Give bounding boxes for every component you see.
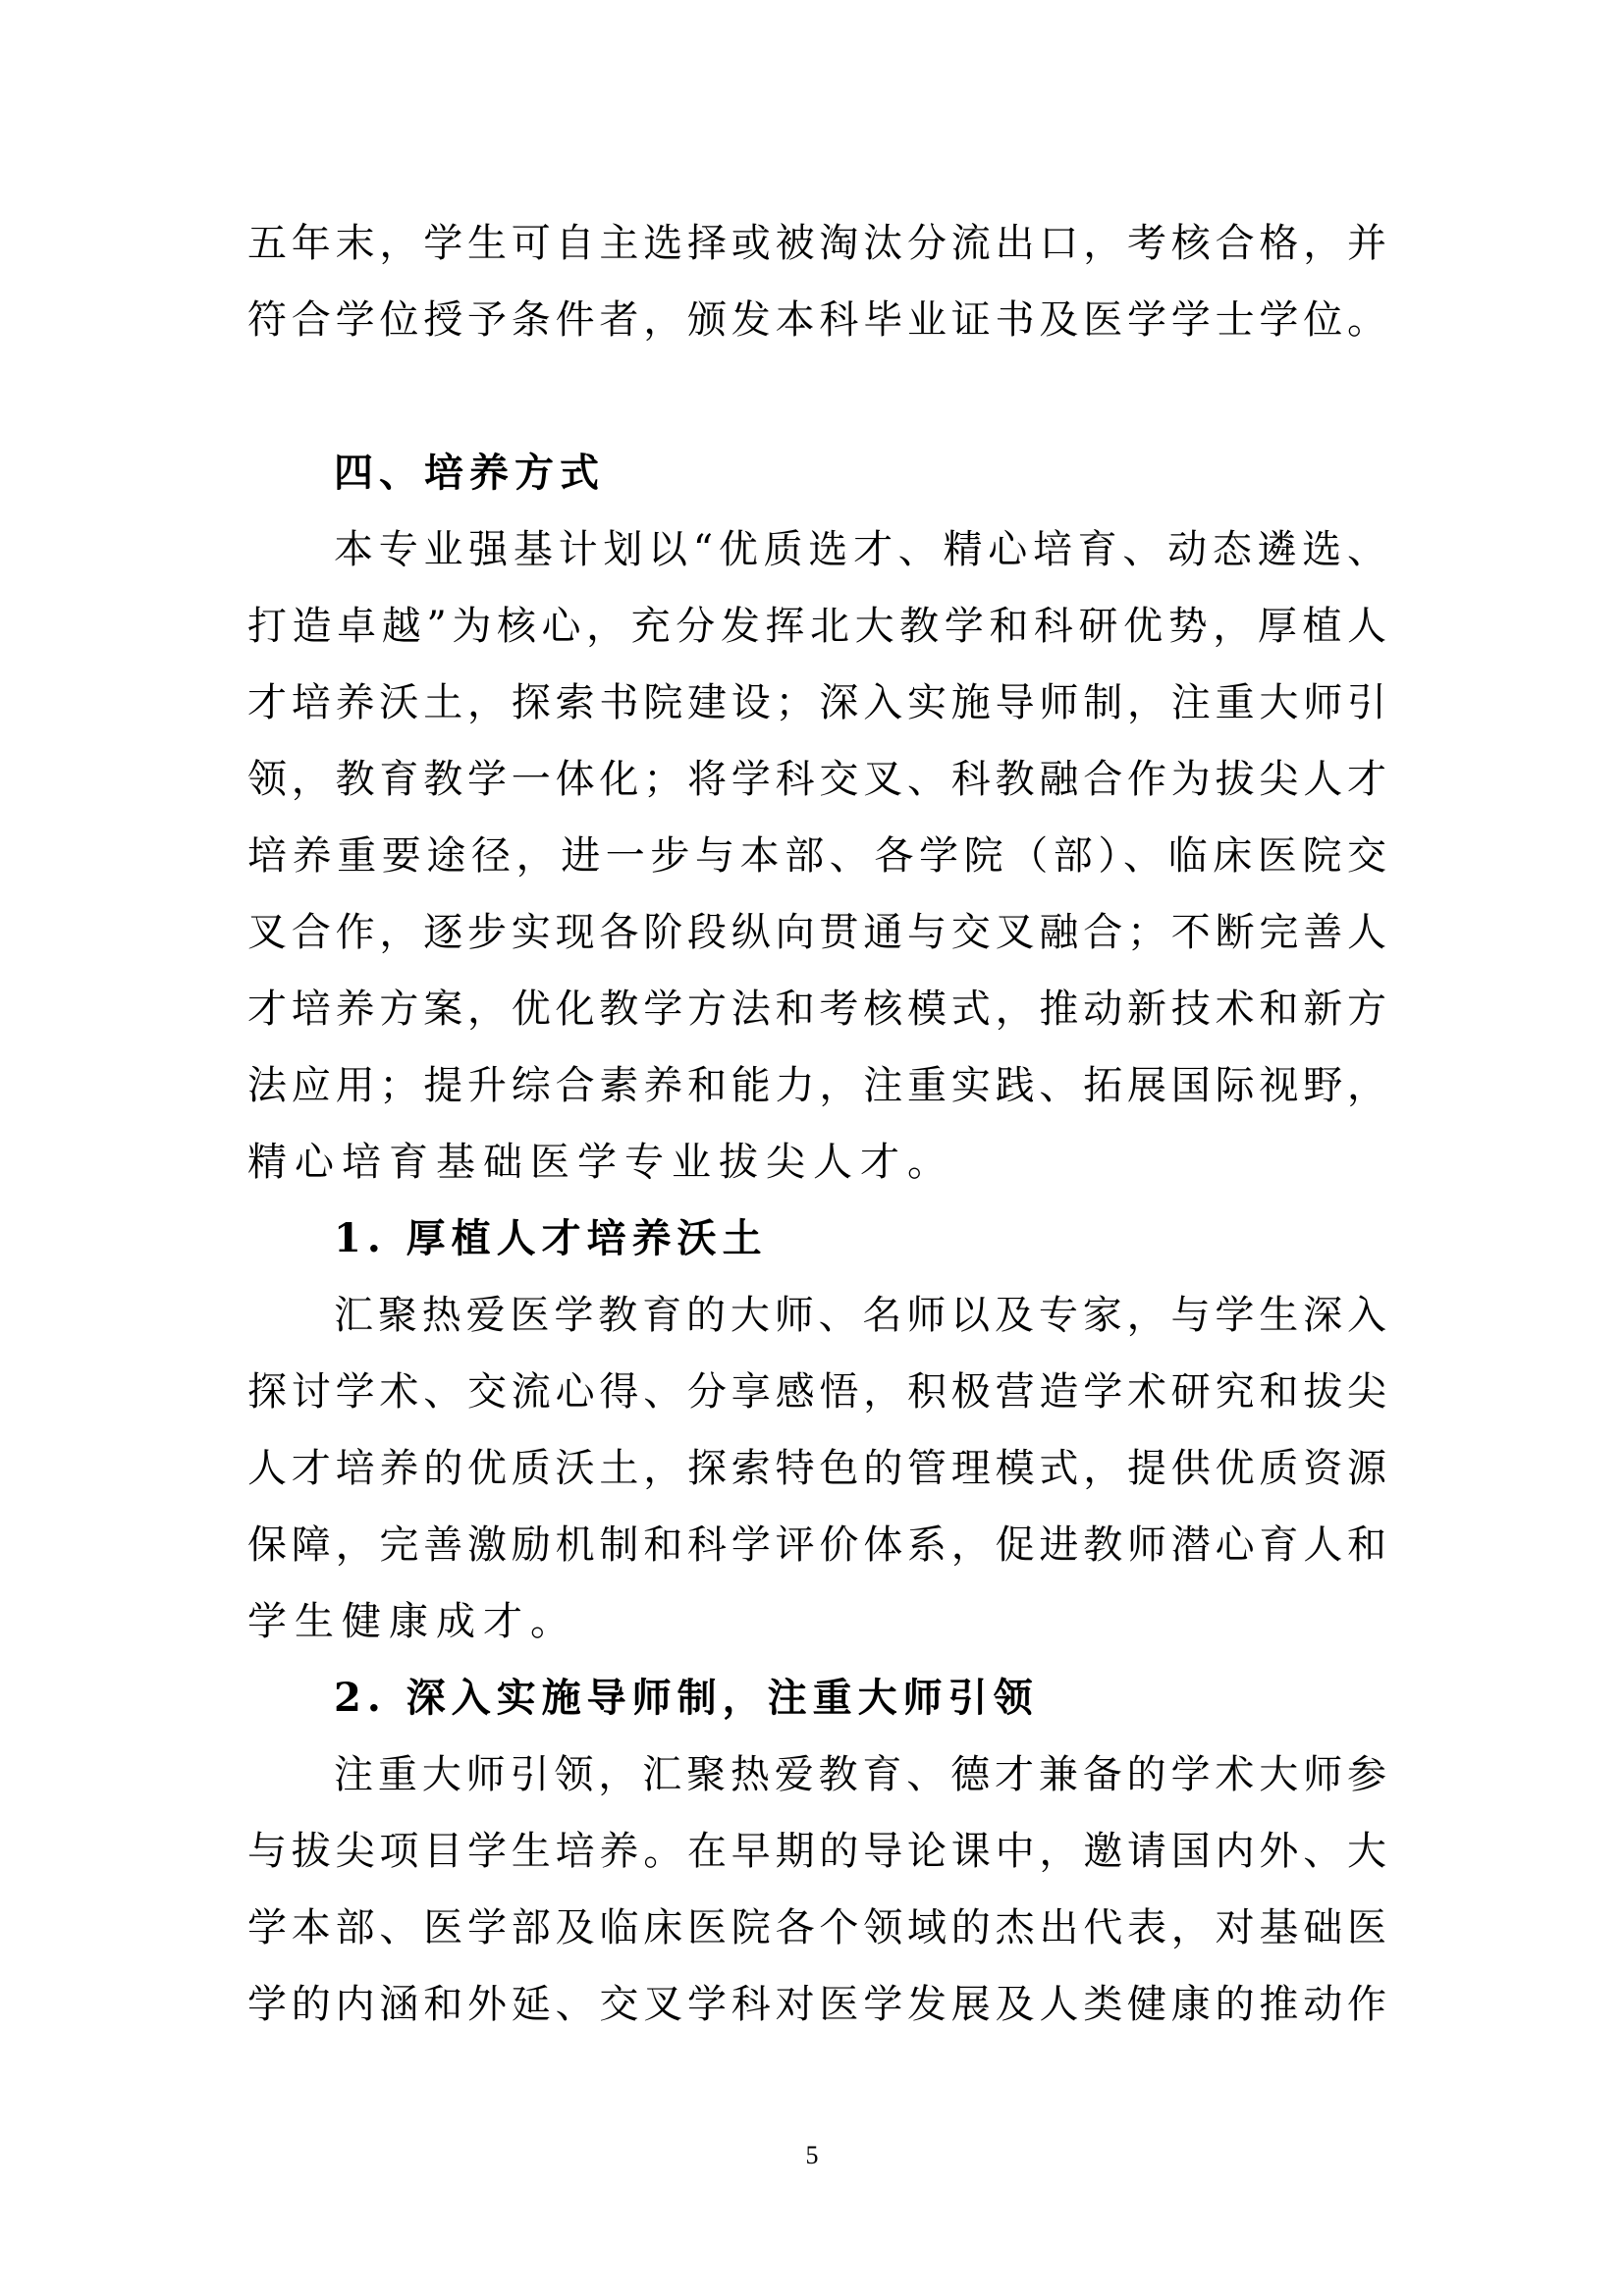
paragraph-line: 本专业强基计划以“优质选才、精心培育、动态遴选、 bbox=[334, 527, 1386, 572]
paragraph-line: 学生健康成才。 bbox=[247, 1599, 577, 1644]
paragraph-line: 学的内涵和外延、交叉学科对医学发展及人类健康的推动作 bbox=[247, 1982, 1386, 2027]
section-heading: 四、培养方式 bbox=[334, 450, 605, 496]
subsection-heading: 1. 厚植人才培养沃土 bbox=[334, 1215, 768, 1261]
page-number: 5 bbox=[805, 2141, 819, 2169]
paragraph-line: 汇聚热爱医学教育的大师、名师以及专家，与学生深入 bbox=[334, 1293, 1386, 1338]
paragraph-line: 才培养方案，优化教学方法和考核模式，推动新技术和新方 bbox=[247, 987, 1386, 1032]
paragraph-line: 精心培育基础医学专业拔尖人才。 bbox=[247, 1140, 954, 1185]
paragraph-line: 领，教育教学一体化；将学科交叉、科教融合作为拔尖人才 bbox=[247, 757, 1386, 802]
paragraph-line: 注重大师引领，汇聚热爱教育、德才兼备的学术大师参 bbox=[334, 1752, 1386, 1797]
paragraph-line: 打造卓越”为核心，充分发挥北大教学和科研优势，厚植人 bbox=[247, 604, 1386, 649]
paragraph-line: 符合学位授予条件者，颁发本科毕业证书及医学学士学位。 bbox=[247, 297, 1386, 343]
paragraph-line: 保障，完善激励机制和科学评价体系，促进教师潜心育人和 bbox=[247, 1522, 1386, 1568]
paragraph-line: 培养重要途径，进一步与本部、各学院（部）、临床医院交 bbox=[247, 833, 1386, 879]
paragraph-line: 法应用；提升综合素养和能力，注重实践、拓展国际视野， bbox=[247, 1063, 1386, 1108]
subsection-heading: 2. 深入实施导师制，注重大师引领 bbox=[334, 1675, 1039, 1721]
paragraph-line: 叉合作，逐步实现各阶段纵向贯通与交叉融合；不断完善人 bbox=[247, 910, 1386, 955]
paragraph-line: 人才培养的优质沃土，探索特色的管理模式，提供优质资源 bbox=[247, 1446, 1386, 1491]
paragraph-line: 才培养沃土，探索书院建设；深入实施导师制，注重大师引 bbox=[247, 680, 1386, 725]
paragraph-line: 与拔尖项目学生培养。在早期的导论课中，邀请国内外、大 bbox=[247, 1829, 1386, 1874]
paragraph-line: 学本部、医学部及临床医院各个领域的杰出代表，对基础医 bbox=[247, 1905, 1386, 1950]
paragraph-line: 探讨学术、交流心得、分享感悟，积极营造学术研究和拔尖 bbox=[247, 1369, 1386, 1415]
paragraph-line: 五年末，学生可自主选择或被淘汰分流出口，考核合格，并 bbox=[247, 221, 1386, 266]
